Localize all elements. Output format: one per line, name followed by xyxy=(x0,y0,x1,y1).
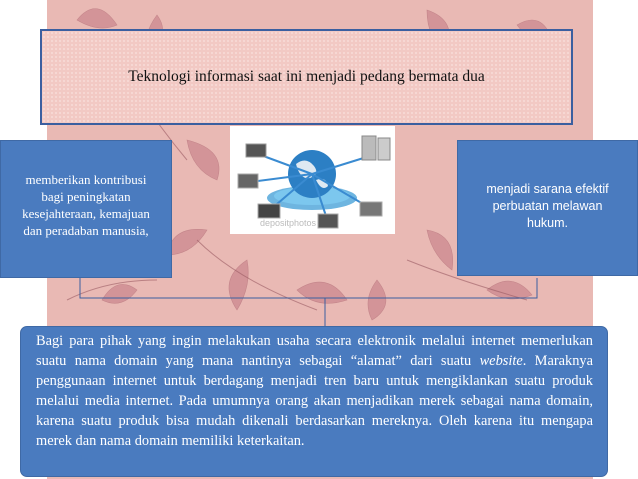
paragraph-italic: website xyxy=(479,353,523,369)
right-box-line: perbuatan melawan xyxy=(492,199,603,213)
right-box-line: hukum. xyxy=(527,216,568,230)
paragraph-text: Bagi para pihak yang ingin melakukan usaha secara elektronik melalui internet memerlukan suatu nama domain yang mana nantinya sebagai “alamat” dari suatu xyxy=(36,333,593,369)
right-box-line: menjadi sarana efektif xyxy=(486,182,609,196)
paragraph-text-cont: . Maraknya penggunaan internet untuk berdagang menjadi tren baru untuk mengiklankan suatu produk melalui media internet. Pada umumnya orang akan menjadikan merek sebagai nama domain, karena suatu produk bisa mudah dikenali berdasarkan mereknya. Oleh karena itu mengapa merek dan nama domain memiliki keterkaitan. xyxy=(36,353,593,449)
image-watermark: depositphotos xyxy=(260,218,317,228)
title-box xyxy=(40,29,573,125)
slide-title: Teknologi informasi saat ini menjadi pedang bermata dua xyxy=(128,68,485,85)
description-box xyxy=(20,326,608,477)
left-box-line: memberikan kontribusi xyxy=(25,172,147,187)
left-box-line: dan peradaban manusia, xyxy=(23,223,149,238)
left-info-box xyxy=(0,140,172,278)
left-box-line: bagi peningkatan xyxy=(41,189,131,204)
left-box-line: kesejahteraan, kemajuan xyxy=(22,206,150,221)
network-globe-image xyxy=(230,126,395,234)
right-info-box xyxy=(457,140,638,276)
